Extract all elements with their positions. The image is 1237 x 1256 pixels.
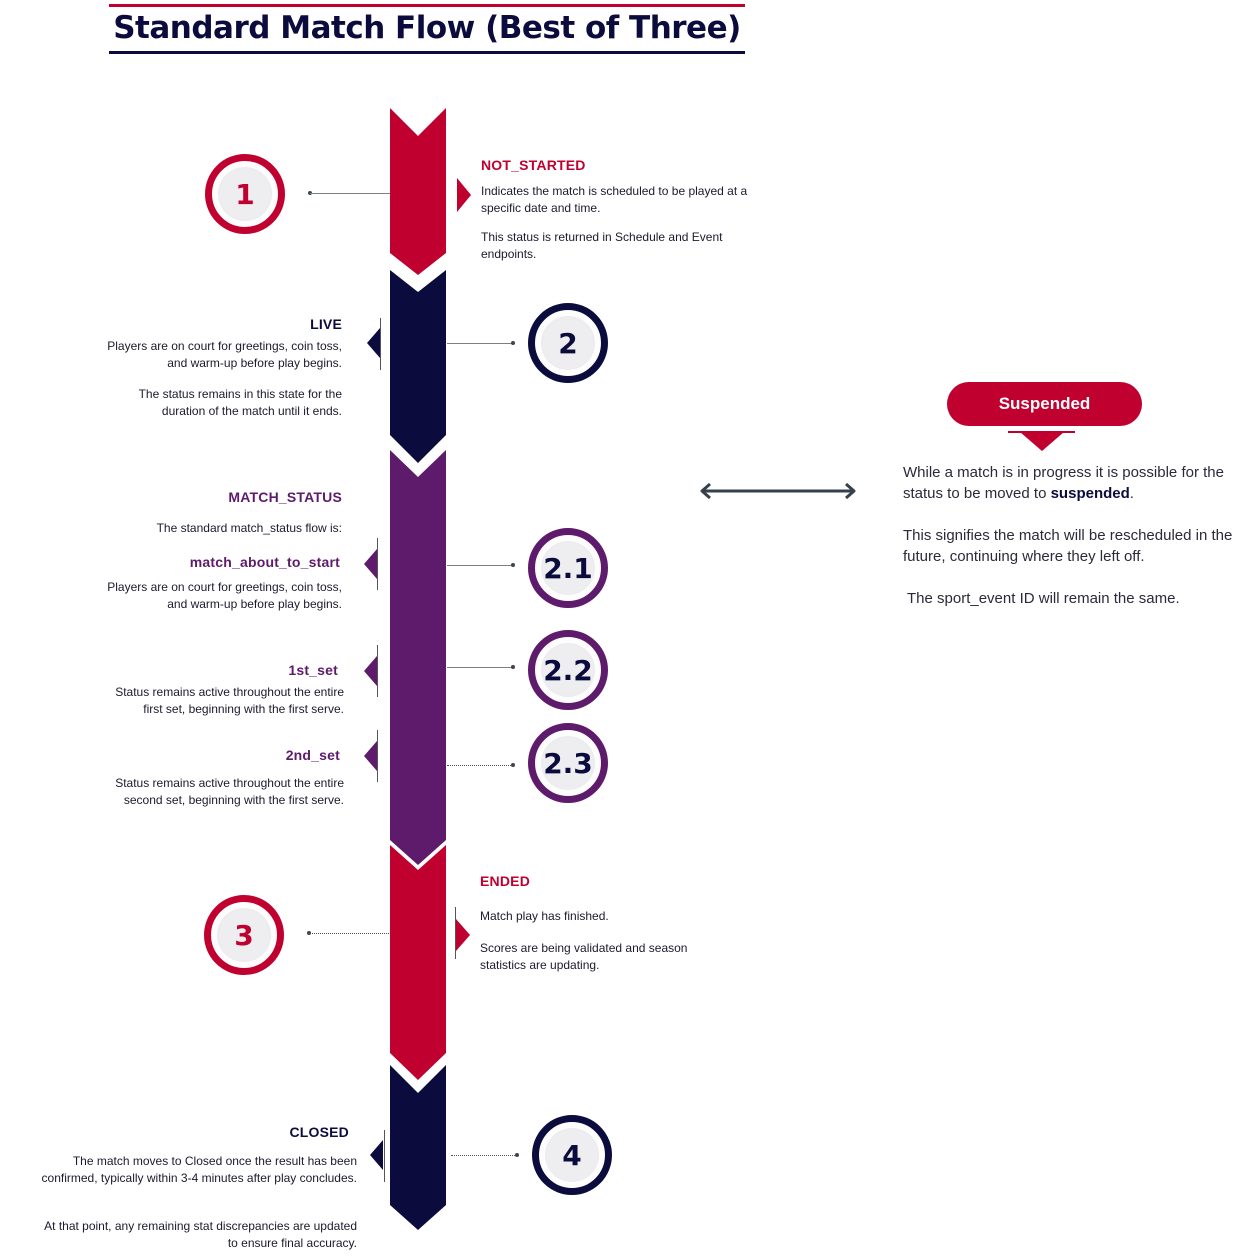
suspended-keyword: suspended [1050,485,1130,502]
step-2-pointer [366,328,382,358]
suspended-para-1-end: . [1129,485,1134,502]
step-4-number: 4 [562,1138,582,1172]
step-2-3-connector [447,765,513,766]
step-2-number: 2 [558,326,578,360]
step-2-1-connector-dot [511,563,515,567]
step-4-connector [451,1155,517,1156]
step-2-description: Players are on court for greetings, coin toss, and warm-up before play begins. [107,339,342,370]
title-bottom-rule [109,51,745,54]
step-1-heading: NOT_STARTED [481,157,586,173]
step-2-connector-dot [511,341,515,345]
step-4-circle [532,1115,612,1195]
step-2-2-connector [447,667,513,668]
step-2-2-pointer [363,656,379,686]
step-2-heading: LIVE [310,316,342,332]
step-2-connector [447,343,513,344]
step-2-1-heading: match_about_to_start [189,554,340,570]
suspended-para-2: This signifies the match will be rescheduled in the future, continuing where they left off. [903,527,1233,565]
step-2-1-circle [528,528,608,608]
step-3-number: 3 [234,918,254,952]
step-3-description: Match play has finished. [480,909,609,923]
step-3-pointer [455,919,473,951]
flow-spine [385,105,451,1235]
step-2-2-number: 2.2 [543,653,593,687]
spine-segment-live [390,270,446,463]
step-2-circle [528,303,608,383]
step-4-heading: CLOSED [289,1124,349,1140]
step-3-circle [204,895,284,975]
suspended-description [903,462,1233,630]
step-1-description: Indicates the match is scheduled to be played at a specific date and time. [481,184,748,215]
spine-segment-ended [390,845,446,1080]
step-2-2-heading: 1st_set [288,662,338,678]
step-2-1-pointer [363,549,379,579]
step-1-connector [310,193,390,194]
spine-segment-not-started [390,108,446,275]
step-2-2-connector-dot [511,665,515,669]
step-2-3-description: Status remains active throughout the entire second set, beginning with the first serve. [115,776,344,807]
step-3-heading: ENDED [480,873,531,889]
step-3-connector [309,933,389,934]
step-2-3-heading: 2nd_set [285,747,340,763]
step-2-1-description: Players are on court for greetings, coin toss, and warm-up before play begins. [107,580,342,611]
step-1-circle [205,154,285,234]
step-2-1-number: 2.1 [543,551,593,585]
suspended-para-3: The sport_event ID will remain the same. [907,590,1180,607]
step-2-1-connector [447,565,513,566]
suspended-pointer [1020,432,1064,452]
step-4-note: At that point, any remaining stat discrepancies are updated to ensure final accuracy. [44,1219,357,1250]
step-3-note: Scores are being validated and season statistics are updating. [480,941,688,972]
step-1-note: This status is returned in Schedule and Event endpoints. [481,230,723,261]
step-2-3-circle [528,723,608,803]
step-2-3-pointer [363,741,379,771]
match-status-heading: MATCH_STATUS [228,489,342,505]
suspended-para-1-text: While a match is in progress it is possible for the status to be moved to [903,464,1224,502]
step-2-3-number: 2.3 [543,746,593,780]
suspended-para-1 [903,462,1233,504]
match-status-intro: The standard match_status flow is: [156,521,342,535]
step-4-pointer [369,1140,385,1170]
step-4-description: The match moves to Closed once the result has been confirmed, typically within 3-4 minutes after play concludes. [41,1154,357,1185]
step-2-note: The status remains in this state for the duration of the match until it ends. [138,387,342,418]
double-arrow-icon [697,480,859,502]
step-2-2-circle [528,630,608,710]
step-1-number: 1 [235,177,255,211]
page-title: Standard Match Flow (Best of Three) [113,10,741,46]
title-top-rule [109,4,745,7]
suspended-badge: Suspended [947,382,1142,426]
step-4-connector-dot [515,1153,519,1157]
step-2-3-connector-dot [511,763,515,767]
step-1-pointer [455,178,473,212]
spine-segment-closed [390,1065,446,1230]
step-2-2-description: Status remains active throughout the entire first set, beginning with the first serve. [115,685,344,716]
spine-segment-match-status [390,450,446,865]
